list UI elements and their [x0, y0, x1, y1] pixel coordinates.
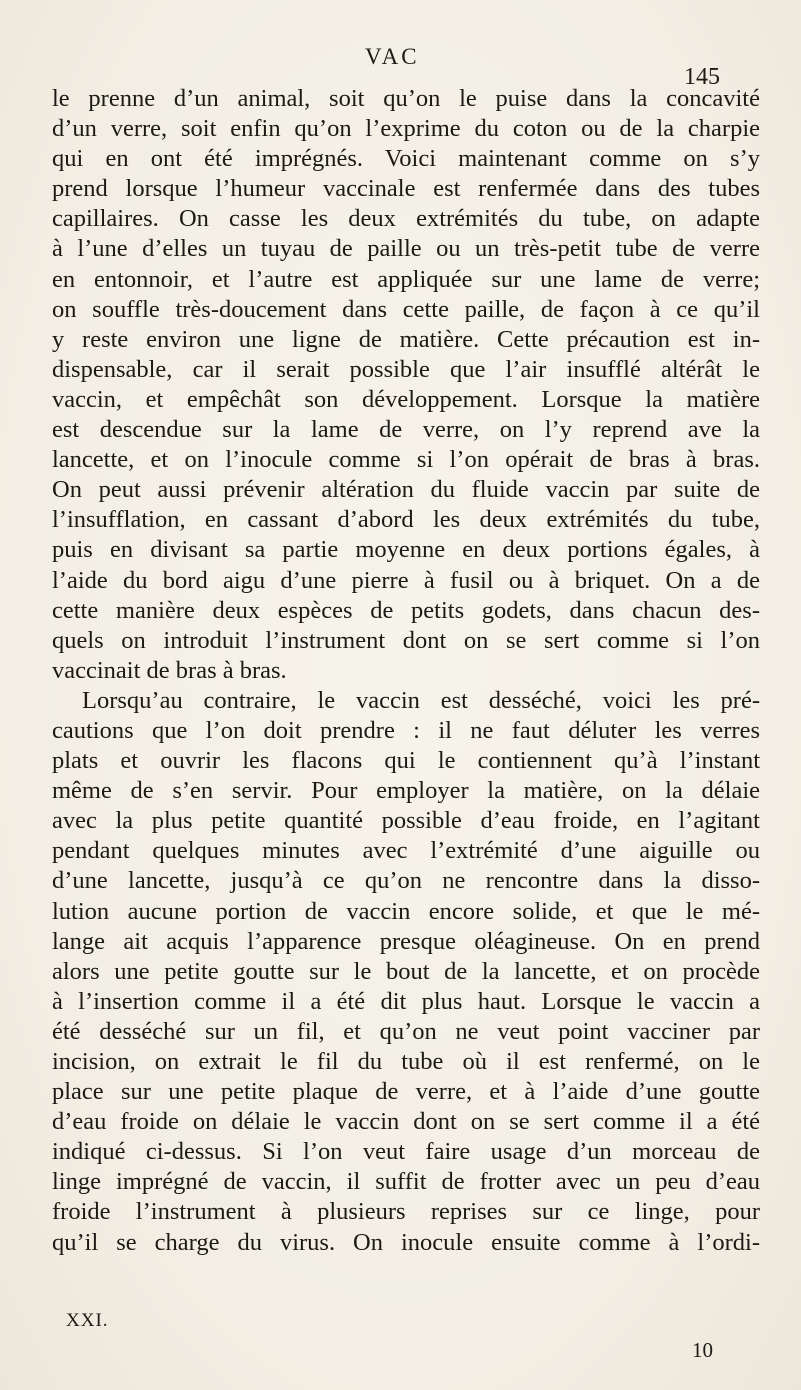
text-line: lution aucune portion de vaccin encore solide, et que le mé-	[52, 897, 760, 925]
text-line: l’aide du bord aigu d’une pierre à fusil ou à briquet. On a de	[52, 566, 760, 594]
text-line: vaccin, et empêchât son développement. Lorsque la matière	[52, 385, 760, 413]
text-line: Lorsqu’au contraire, le vaccin est desséché, voici les pré-	[82, 686, 760, 714]
text-line: dispensable, car il serait possible que l’air insufflé altérât le	[52, 355, 760, 383]
text-line: place sur une petite plaque de verre, et à l’aide d’une goutte	[52, 1078, 760, 1106]
signature-mark: XXI.	[66, 1310, 109, 1331]
text-line: même de s’en servir. Pour employer la matière, on la délaie	[52, 777, 760, 805]
text-line: été desséché sur un fil, et qu’on ne veut point vacciner par	[52, 1017, 760, 1045]
text-line: incision, on extrait le fil du tube où il est renfermé, on le	[52, 1048, 760, 1075]
text-line: lange ait acquis l’apparence presque oléagineuse. On en prend	[52, 927, 760, 955]
text-line: d’une lancette, jusqu’à ce qu’on ne rencontre dans la disso-	[52, 867, 760, 895]
text-line: linge imprégné de vaccin, il suffit de frotter avec un peu d’eau	[52, 1168, 760, 1196]
text-line: d’eau froide on délaie le vaccin dont on se sert comme il a été	[52, 1108, 760, 1136]
text-line: vaccinait de bras à bras.	[52, 656, 287, 684]
text-line: froide l’instrument à plusieurs reprises sur ce linge, pour	[52, 1198, 760, 1226]
text-line: y reste environ une ligne de matière. Cette précaution est in-	[52, 325, 760, 353]
text-line: cautions que l’on doit prendre : il ne faut déluter les verres	[52, 716, 760, 744]
page-number: 145	[684, 64, 720, 90]
text-line: lancette, et on l’inocule comme si l’on opérait de bras à bras.	[52, 446, 760, 474]
text-line: plats et ouvrir les flacons qui le contiennent qu’à l’instant	[52, 747, 760, 775]
text-line: le prenne d’un animal, soit qu’on le puise dans la concavité	[52, 85, 760, 112]
text-line: cette manière deux espèces de petits godets, dans chacun des-	[52, 596, 760, 624]
body-text	[52, 84, 760, 1258]
running-head: VAC	[365, 44, 420, 69]
text-line: qui en ont été imprégnés. Voici maintenant comme on s’y	[52, 145, 760, 173]
folio-number: 10	[692, 1338, 713, 1362]
text-line: à l’une d’elles un tuyau de paille ou un très-petit tube de verre	[52, 235, 760, 263]
text-line: alors une petite goutte sur le bout de la lancette, et on procède	[52, 957, 760, 985]
text-line: à l’insertion comme il a été dit plus haut. Lorsque le vaccin a	[52, 987, 760, 1015]
text-line: on souffle très-doucement dans cette paille, de façon à ce qu’il	[52, 295, 760, 323]
text-line: en entonnoir, et l’autre est appliquée sur une lame de verre;	[52, 265, 760, 293]
text-line: qu’il se charge du virus. On inocule ensuite comme à l’ordi-	[52, 1228, 760, 1256]
text-line: avec la plus petite quantité possible d’eau froide, en l’agitant	[52, 807, 760, 835]
text-line: On peut aussi prévenir altération du fluide vaccin par suite de	[52, 476, 760, 504]
text-line: est descendue sur la lame de verre, on l’y reprend ave la	[52, 416, 760, 444]
text-line: d’un verre, soit enfin qu’on l’exprime du coton ou de la charpie	[52, 115, 760, 143]
text-line: indiqué ci-dessus. Si l’on veut faire usage d’un morceau de	[52, 1138, 760, 1166]
text-line: capillaires. On casse les deux extrémités du tube, on adapte	[52, 205, 760, 233]
text-line: puis en divisant sa partie moyenne en deux portions égales, à	[52, 536, 760, 564]
text-line: quels on introduit l’instrument dont on se sert comme si l’on	[52, 626, 760, 654]
text-line: prend lorsque l’humeur vaccinale est renfermée dans des tubes	[52, 175, 760, 203]
text-line: pendant quelques minutes avec l’extrémité d’une aiguille ou	[52, 837, 760, 865]
text-line: l’insufflation, en cassant d’abord les deux extrémités du tube,	[52, 506, 760, 534]
